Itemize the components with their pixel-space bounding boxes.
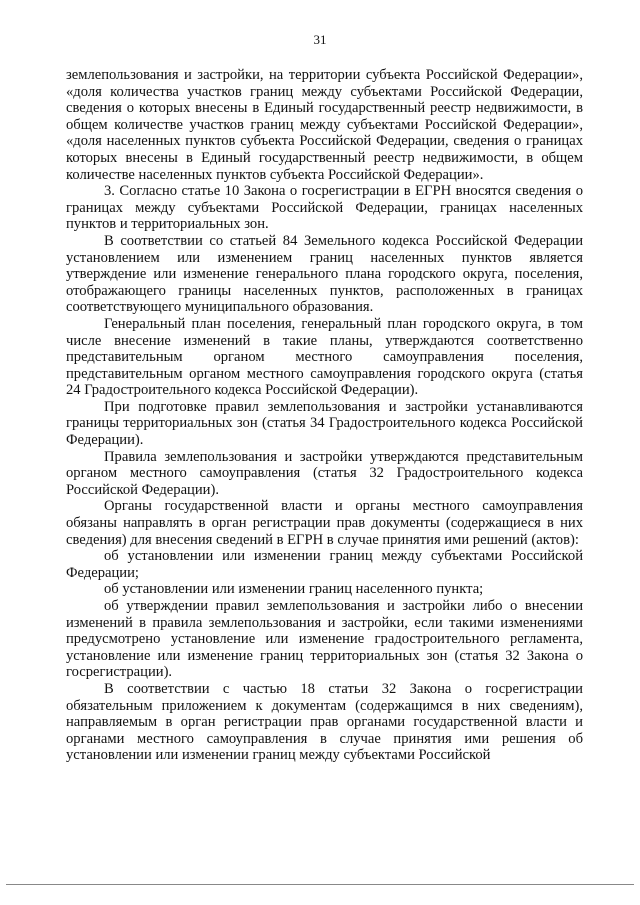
paragraph-6: Правила землепользования и застройки утверждаются представительным органом местного самоуправления (статья 32 Градостроительного кодекса Российской Федерации). [66,448,583,498]
paragraph-8: В соответствии с частью 18 статьи 32 Закона о госрегистрации обязательным приложением к документам (содержащимся в них сведениям), направляемым в орган регистрации прав органами государственной власти и органами местного самоуправления в случае принятия ими решения об установлении или изменении границ между субъектами Российской [66,680,583,764]
list-item-2: об установлении или изменении границ населенного пункта; [104,581,484,598]
paragraph-4: Генеральный план поселения, генеральный план городского округа, в том числе внесение изменений в такие планы, утверждаются соответственно представительным органом местного самоуправления поселения, представительным органом местного самоуправления городского округа (статья 24 Градостроительного кодекса Российской Федерации). [66,315,583,399]
paragraph-7: Органы государственной власти и органы местного самоуправления обязаны направлять в орган регистрации прав документы (содержащиеся в них сведения) для внесения сведений в ЕГРН в случае принятия ими решений (актов): [66,498,583,548]
footer-rule [6,884,634,885]
body-text [66,67,583,764]
paragraph-1: землепользования и застройки, на территории субъекта Российской Федерации», «доля количества участков границ между субъектами Российской Федерации, сведения о которых внесены в Единый государственный реестр недвижимости, в общем количестве участков границ между субъектами Российской Федерации», «доля населенных пунктов субъекта Российской Федерации, сведения о границах которых внесены в Единый государственный реестр недвижимости, в общем количестве населенных пунктов субъекта Российской Федерации». [66,67,583,183]
paragraph-2: 3. Согласно статье 10 Закона о госрегистрации в ЕГРН вносятся сведения о границах между субъектами Российской Федерации, границах населенных пунктов и территориальных зон. [66,183,583,233]
page-number: 31 [313,32,327,47]
list-item-1: об установлении или изменении границ между субъектами Российской Федерации; [66,548,583,581]
paragraph-5: При подготовке правил землепользования и застройки устанавливаются границы территориальных зон (статья 34 Градостроительного кодекса Российской Федерации). [66,398,583,449]
paragraph-3: В соответствии со статьей 84 Земельного кодекса Российской Федерации установлением или изменением границ населенных пунктов является утверждение или изменение генерального плана городского округа, поселения, отображающего границы населенных пунктов, расположенных в границах соответствующего муниципального образования. [66,232,583,316]
list-item-3: об утверждении правил землепользования и застройки либо о внесении изменений в правила землепользования и застройки, если такими изменениями предусмотрено установление или изменение градостроительного регламента, установление или изменение границ территориальных зон (статья 32 Закона о госрегистрации). [66,598,583,681]
